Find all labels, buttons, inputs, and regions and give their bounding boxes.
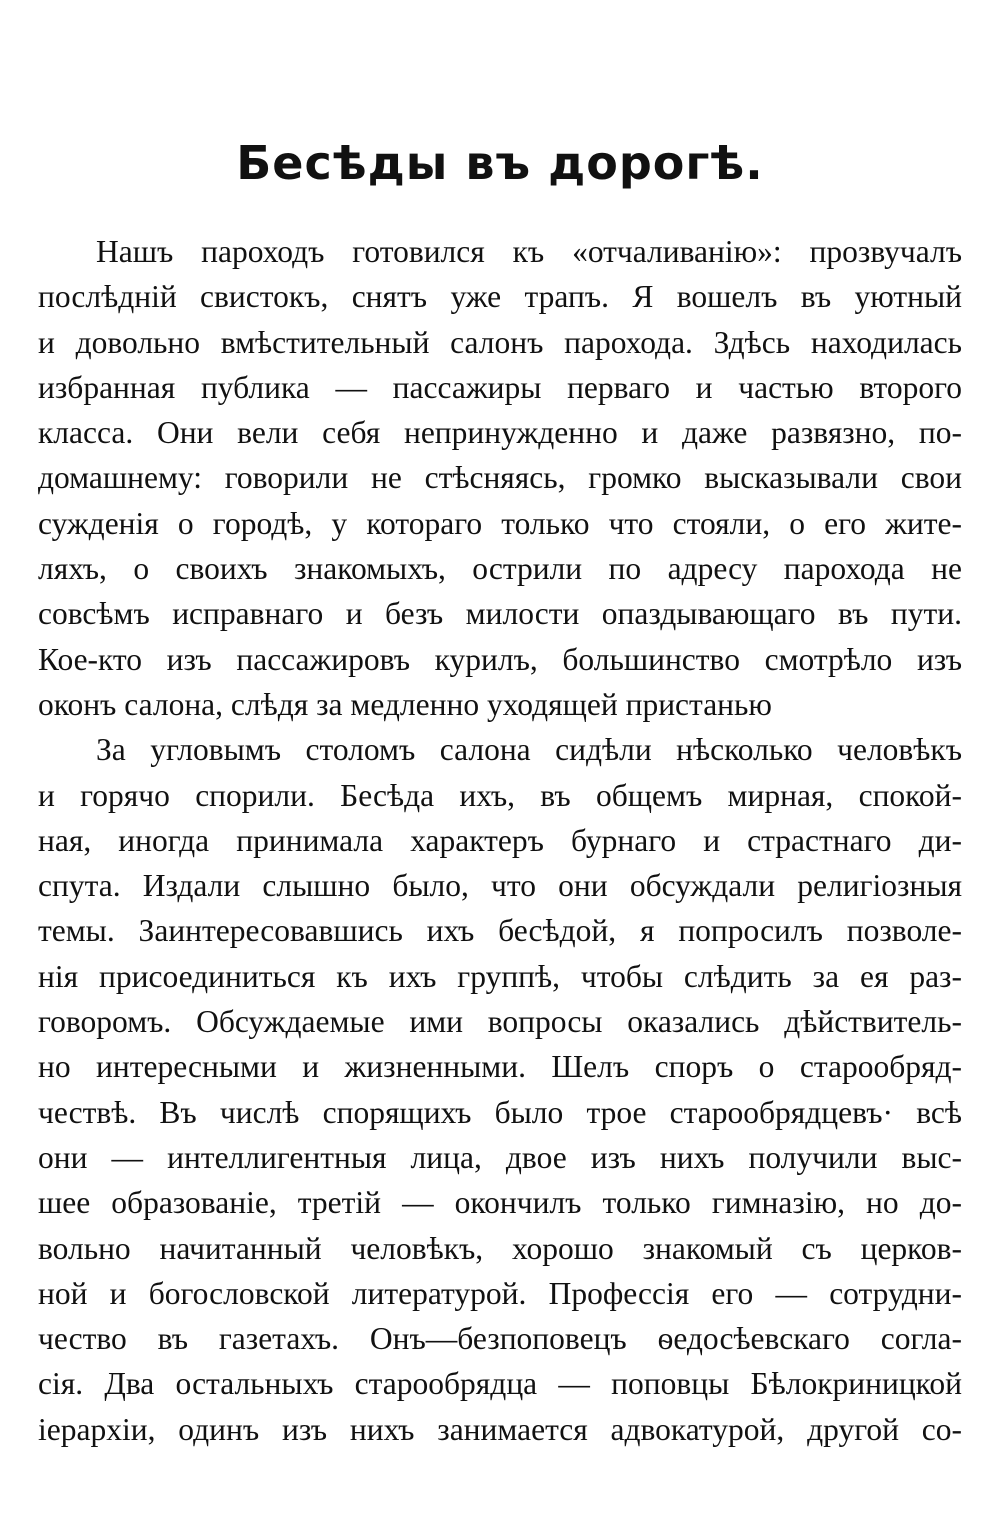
text-line: темы. Заинтересовавшись ихъ бесѣдой, я попросилъ позволе- [38,913,962,949]
text-line: ной и богословской литературой. Профессія его — сотрудни- [38,1275,962,1311]
text-line: чество въ газетахъ. Онъ—безпоповецъ ѳедосѣевскаго согла- [38,1321,962,1357]
document-page [38,0,962,1525]
text-line: и горячо спорили. Бесѣда ихъ, въ общемъ мирная, спокой- [38,777,962,813]
body-text [38,229,962,1452]
text-line: говоромъ. Обсуждаемые ими вопросы оказались дѣйствитель- [38,1004,962,1040]
text-line: послѣдній свистокъ, снятъ уже трапъ. Я вошелъ въ уютный [38,279,962,315]
text-line: совсѣмъ исправнаго и безъ милости опаздывающаго въ пути. [38,596,962,632]
text-line: спута. Издали слышно было, что они обсуждали религіозныя [38,868,962,904]
text-line: Кое-кто изъ пассажировъ курилъ, большинство смотрѣло изъ [38,641,962,677]
text-line: избранная публика — пассажиры перваго и частью второго [38,369,962,405]
text-line: домашнему: говорили не стѣсняясь, громко высказывали свои [38,460,962,496]
paragraph-1 [38,229,962,727]
text-line: сужденія о городѣ, у котораго только что стояли, о его жите- [38,505,962,541]
text-line: оконъ салона, слѣдя за медленно уходящей пристанью [38,686,772,722]
text-line: За угловымъ столомъ салона сидѣли нѣсколько человѣкъ [96,732,962,768]
text-line: и довольно вмѣстительный салонъ парохода. Здѣсь находилась [38,324,962,360]
text-line: шее образованіе, третій — окончилъ только гимназію, но до- [38,1185,962,1221]
text-line: іерархіи, одинъ изъ нихъ занимается адвокатурой, другой со- [38,1411,962,1447]
text-line: Нашъ пароходъ готовился къ «отчаливанію»: прозвучалъ [96,234,962,269]
paragraph-2 [38,727,962,1452]
text-line: вольно начитанный человѣкъ, хорошо знакомый съ церков- [38,1230,962,1266]
text-line: они — интеллигентныя лица, двое изъ нихъ получили выс- [38,1139,962,1175]
text-line: чествѣ. Въ числѣ спорящихъ было трое старообрядцевъ· всѣ [38,1094,962,1130]
text-line: но интересными и жизненными. Шелъ споръ о старообряд- [38,1049,962,1085]
text-line: ная, иногда принимала характеръ бурнаго и страстнаго ди- [38,822,962,858]
text-line: класса. Они вели себя непринужденно и даже развязно, по- [38,415,962,451]
text-line: сія. Два остальныхъ старообрядца — поповцы Бѣлокриницкой [38,1366,962,1402]
text-line: нія присоединиться къ ихъ группѣ, чтобы слѣдить за ея раз- [38,958,962,994]
page-title: Бесѣды въ дорогѣ. [236,136,764,190]
text-line: ляхъ, о своихъ знакомыхъ, острили по адресу парохода не [38,551,962,587]
